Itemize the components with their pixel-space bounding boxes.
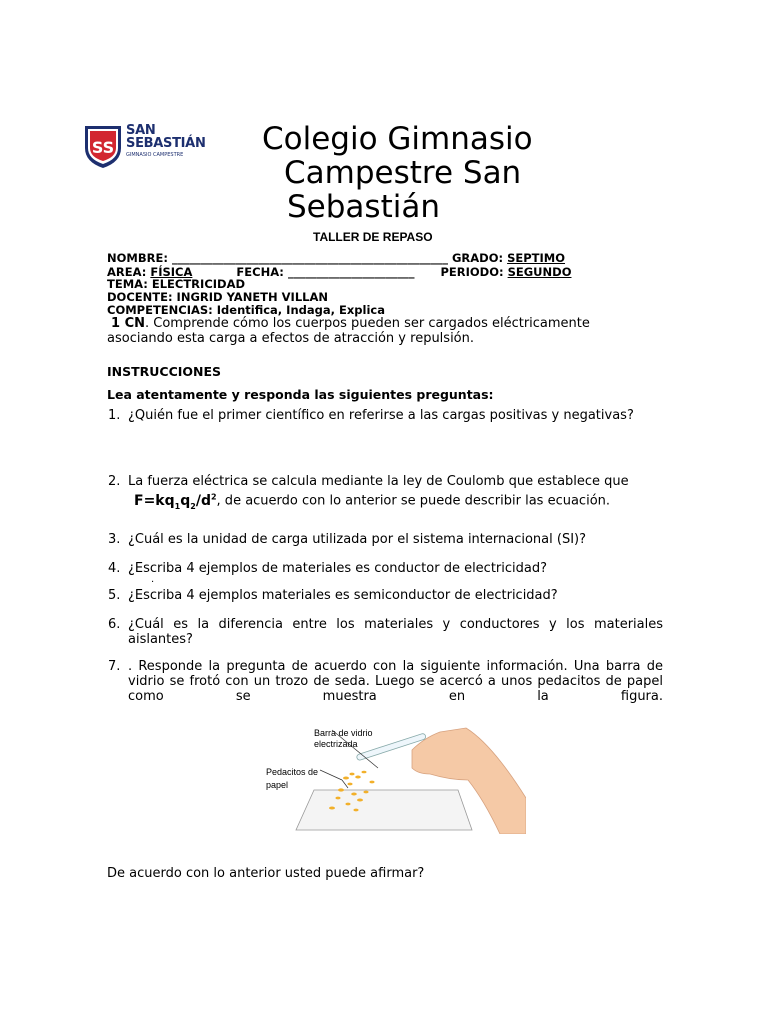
question-number: 7. [108,659,121,674]
docente: DOCENTE: INGRID YANETH VILLAN [107,290,329,304]
school-logo [82,122,206,170]
label-paper-line2: papel [266,780,289,790]
question-number: 3. [108,532,121,547]
question-text: ¿Escriba 4 ejemplos materiales es semiconductor de electricidad? [128,588,558,603]
question-text: ¿Cuál es la diferencia entre los materiales y conductores y los materiales aislantes? [128,617,663,647]
grado-value: SEPTIMO [507,251,566,265]
nombre-row [107,251,565,265]
question-number: 4. [108,561,121,576]
grado-label: GRADO: [451,251,504,265]
question-number: 2. [108,474,121,489]
title-line-1: Colegio Gimnasio [262,121,533,157]
question-3 [108,532,663,547]
question-text: . Responde la pregunta de acuerdo con la siguiente información. Una barra de vidrio se frotó con un trozo de seda. Luego se acercó a unos pedacitos de papel como se muestra en la figura. [128,659,663,704]
question-text: ¿Quién fue el primer científico en referirse a las cargas positivas y negativas? [128,408,634,423]
question-2 [108,474,663,513]
label-paper-line1: Pedacitos de [266,767,319,777]
question-text: ¿Escriba 4 ejemplos de materiales es conductor de electricidad? [128,561,548,576]
title-line-2: Campestre San [284,155,522,191]
question-text-before: La fuerza eléctrica se calcula mediante la ley de Coulomb que establece que [128,474,629,489]
glass-rod-illustration [262,722,526,834]
question-text-after: , de acuerdo con lo anterior se puede describir las ecuación. [216,493,611,509]
competence-statement [107,316,657,346]
nombre-blank: ________________________________________________ [171,251,448,265]
question-7 [108,659,663,704]
question-number: 1. [108,408,121,423]
question-1 [108,408,663,423]
periodo-value: SEGUNDO [507,265,572,279]
title-line-3: Sebastián [287,189,440,225]
coulomb-formula: $F=kq_1q_2/d^2$ [134,492,217,511]
logo-line1: SAN [126,123,156,138]
nombre-label: NOMBRE: [107,251,168,265]
tema: TEMA: ELECTRICIDAD [107,277,246,291]
competence-text: . Comprende cómo los cuerpos pueden ser cargados eléctricamente asociando esta carga a efectos de atracción y repulsión. [107,316,590,346]
logo-monogram: SS [91,138,115,157]
area-label: AREA: [107,265,147,279]
question-4 [108,561,663,576]
instructions-heading: INSTRUCCIONES [107,364,222,379]
label-rod-line2: electrizada [314,739,358,749]
competence-code: 1 CN [111,316,145,331]
question-number: 5. [108,588,121,603]
question-number: 6. [108,617,121,632]
shield-logo-icon [82,122,124,170]
document-label: TALLER DE REPASO [313,230,433,244]
question-text: ¿Cuál es la unidad de carga utilizada por el sistema internacional (SI)? [128,532,587,547]
fecha-blank: ______________________ [287,265,415,279]
figure-glass-rod [262,722,526,834]
area-value: FÍSICA [150,265,193,279]
logo-line2: SEBASTIÁN [126,136,206,151]
area-row: AREA: FÍSICA FECHA: ______________________ PERIODO: SEGUNDO [107,265,572,279]
logo-sub: GIMNASIO CAMPESTRE [126,152,184,158]
stray-dot: . [151,574,155,585]
question-5 [108,588,663,603]
fecha-label: FECHA: [236,265,284,279]
instructions-text: Lea atentamente y responda las siguientes preguntas: [107,387,494,402]
label-rod-line1: Barra de vidrio [314,728,373,738]
competencias: COMPETENCIAS: Identifica, Indaga, Explica [107,303,385,317]
periodo-label: PERIODO [440,265,499,279]
school-title [262,122,533,224]
question-6 [108,617,663,647]
closing-question: De acuerdo con lo anterior usted puede afirmar? [107,866,425,881]
